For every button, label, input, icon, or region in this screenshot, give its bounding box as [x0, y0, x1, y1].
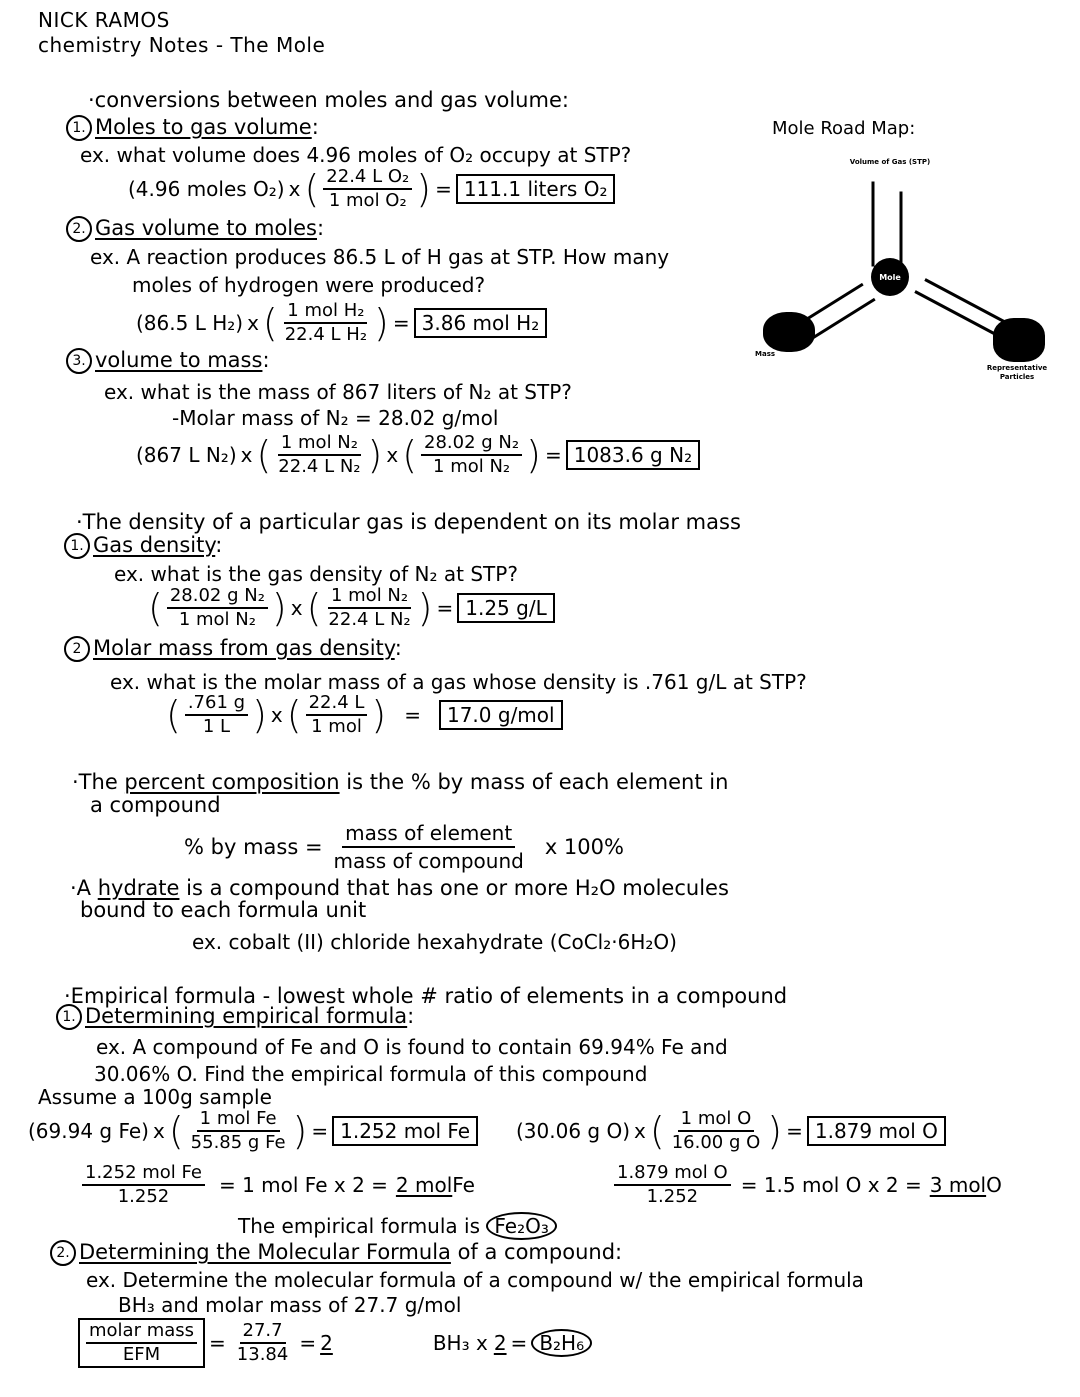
- node-particles: [993, 318, 1045, 362]
- heading-text: Gas density: [93, 533, 216, 557]
- numerator: 1 mol N₂: [278, 432, 361, 456]
- node-label-volume: Volume of Gas (STP): [849, 158, 931, 166]
- paren-close: ): [252, 693, 267, 737]
- hydrate-example: ex. cobalt (II) chloride hexahydrate (CoCl₂·6H₂O): [192, 930, 677, 954]
- boxed-answer: 1.25 g/L: [457, 593, 554, 623]
- colon: :: [311, 115, 319, 139]
- numerator: 1 mol O: [678, 1108, 755, 1132]
- ratio-fraction: [82, 1162, 205, 1208]
- paren-open: (: [306, 586, 322, 630]
- arrow-volume-to-mole: [872, 182, 875, 267]
- colon: :: [215, 533, 223, 557]
- percent-composition-line2: a compound: [90, 793, 221, 817]
- molar-mass-density-heading: [64, 636, 402, 662]
- equals-sign: =: [404, 703, 421, 727]
- conversion-factor: [669, 1108, 764, 1154]
- step-number-icon: 1.: [66, 115, 92, 141]
- denominator: 16.00 g O: [671, 1132, 761, 1153]
- denominator: 22.4 L N₂: [278, 456, 361, 477]
- equals-sign: =: [786, 1119, 803, 1143]
- boxed-answer: 3.86 mol H₂: [414, 308, 548, 338]
- equals-sign: =: [544, 443, 562, 467]
- assumption: Assume a 100g sample: [38, 1085, 272, 1109]
- factor: 2: [493, 1331, 507, 1355]
- denominator: 1 mol N₂: [433, 456, 511, 477]
- equals-sign: =: [436, 596, 454, 620]
- example-question-line1: ex. A compound of Fe and O is found to contain 69.94% Fe and: [96, 1035, 728, 1059]
- times-sign: x: [153, 1119, 165, 1143]
- circled-result: B₂H₆: [531, 1329, 592, 1357]
- author-name: NICK RAMOS: [38, 8, 170, 32]
- percent-formula: [184, 820, 624, 874]
- calculation: [136, 432, 700, 478]
- boxed-answer: 17.0 g/mol: [439, 700, 563, 730]
- paren-close: ): [417, 586, 433, 630]
- percent-composition-definition: [72, 770, 728, 794]
- formula-rhs: x 100%: [544, 835, 624, 859]
- paren-open: (: [304, 167, 320, 211]
- numerator: molar mass: [86, 1320, 197, 1344]
- heading-text: Determining empirical formula: [85, 1004, 408, 1028]
- given-value: (86.5 L H₂): [136, 311, 244, 335]
- numerator: 1 mol N₂: [328, 585, 411, 609]
- mole-road-map-diagram: [755, 150, 1065, 400]
- step-number-icon: 2.: [50, 1240, 76, 1266]
- denominator: 1 mol: [311, 716, 362, 737]
- conversion-factor: [306, 692, 368, 738]
- empirical-conclusion: [238, 1212, 557, 1240]
- paren-open: (: [256, 433, 272, 477]
- times-sign: x: [290, 596, 303, 620]
- node-label-mass: Mass: [755, 350, 776, 358]
- paren-close: ): [367, 433, 383, 477]
- numerator: 22.4 L: [306, 692, 368, 716]
- denominator: 22.4 L N₂: [328, 609, 411, 630]
- example-question: ex. what is the mass of 867 liters of N₂ at STP?: [104, 380, 572, 404]
- heading-text: Molar mass from gas density: [93, 636, 395, 660]
- given-value: (4.96 moles O₂): [128, 177, 285, 201]
- denominator: 1 mol N₂: [178, 609, 256, 630]
- formula-lhs: % by mass =: [184, 835, 323, 859]
- unit: O: [986, 1173, 1002, 1197]
- heading-tail: of a compound:: [450, 1240, 623, 1264]
- text: ·A: [70, 876, 98, 900]
- denominator: 1.252: [117, 1186, 170, 1207]
- conversion-factor: [188, 1108, 289, 1154]
- boxed-answer: 111.1 liters O₂: [456, 174, 616, 204]
- example-question-line2: BH₃ and molar mass of 27.7 g/mol: [118, 1293, 462, 1317]
- calc-fraction: [234, 1320, 292, 1366]
- step-number-icon: 3.: [66, 348, 92, 374]
- ratio-result: 3 mol: [929, 1173, 987, 1197]
- factor: 2: [320, 1331, 333, 1355]
- paren-close: ): [767, 1109, 783, 1153]
- paren-open: (: [168, 1109, 184, 1153]
- given-value: (867 L N₂): [136, 443, 237, 467]
- empirical-bullet: ·Empirical formula - lowest whole # ratio of elements in a compound: [64, 984, 788, 1008]
- conclusion-text: The empirical formula is: [238, 1214, 480, 1238]
- step-number-icon: 2.: [66, 216, 92, 242]
- conversion-factor: [323, 166, 412, 212]
- fe-moles-calculation: [28, 1108, 478, 1154]
- numerator: 22.4 L O₂: [323, 166, 412, 190]
- numerator: 28.02 g N₂: [421, 432, 522, 456]
- paren-open: (: [166, 693, 181, 737]
- conversion-factor: [421, 432, 522, 478]
- colon: :: [317, 216, 325, 240]
- o-ratio-calculation: [610, 1162, 1002, 1208]
- hydrate-line2: bound to each formula unit: [80, 898, 367, 922]
- equals-sign: =: [311, 1119, 329, 1143]
- times-sign: x: [288, 177, 301, 201]
- given-value: (69.94 g Fe): [28, 1119, 149, 1143]
- equals-sign: =: [392, 311, 410, 335]
- example-question-line1: ex. Determine the molecular formula of a compound w/ the empirical formula: [86, 1268, 864, 1292]
- density-bullet: ·The density of a particular gas is dependent on its molar mass: [76, 510, 741, 534]
- hydrate-definition: [70, 876, 729, 900]
- example-question-line2: moles of hydrogen were produced?: [132, 273, 486, 297]
- step-number-icon: 1.: [64, 533, 90, 559]
- heading-text: volume to mass: [95, 348, 263, 372]
- step-number-icon: 1.: [56, 1004, 82, 1030]
- example-question: ex. what is the molar mass of a gas whose density is .761 g/L at STP?: [110, 670, 807, 694]
- colon: :: [394, 636, 402, 660]
- example-question: ex. what is the gas density of N₂ at STP?: [114, 562, 518, 586]
- denominator: 22.4 L H₂: [284, 324, 368, 345]
- numerator: 1.252 mol Fe: [82, 1162, 205, 1186]
- numerator: 27.7: [240, 1320, 286, 1344]
- heading-text: Moles to gas volume: [95, 115, 312, 139]
- ratio-text: = 1 mol Fe x 2 =: [218, 1173, 388, 1197]
- given-value: (30.06 g O): [516, 1119, 631, 1143]
- road-map-title: Mole Road Map:: [772, 118, 916, 139]
- denominator: 55.85 g Fe: [190, 1132, 286, 1153]
- denominator: mass of compound: [333, 849, 524, 873]
- numerator: 28.02 g N₂: [167, 585, 268, 609]
- conversion-factor: [282, 300, 370, 346]
- example-question: ex. what volume does 4.96 moles of O₂ occupy at STP?: [80, 143, 632, 167]
- paren-close: ): [371, 693, 387, 737]
- equals-sign: =: [299, 1331, 317, 1355]
- paren-open: (: [148, 586, 163, 630]
- colon: :: [262, 348, 270, 372]
- numerator: .761 g: [185, 692, 248, 716]
- example-question-line2: 30.06% O. Find the empirical formula of this compound: [94, 1062, 648, 1086]
- calculation: [148, 585, 555, 631]
- determining-empirical-heading: [56, 1004, 414, 1030]
- conversion-factor: [275, 432, 363, 478]
- times-sign: x: [386, 443, 399, 467]
- node-mass: [763, 312, 815, 352]
- step-number-icon: 2: [64, 636, 90, 662]
- circled-result: Fe₂O₃: [486, 1212, 557, 1240]
- equals-sign: =: [209, 1331, 226, 1355]
- numerator: 1 mol Fe: [197, 1108, 280, 1132]
- example-question-line1: ex. A reaction produces 86.5 L of H gas at STP. How many: [90, 245, 670, 269]
- denominator: 1.252: [646, 1186, 699, 1207]
- calculation: [136, 300, 547, 346]
- o-moles-calculation: [516, 1108, 946, 1154]
- times-sign: x: [240, 443, 253, 467]
- times-sign: x: [247, 311, 259, 335]
- gas-volume-bullet: ·conversions between moles and gas volume:: [88, 88, 569, 112]
- arrow-mole-mass: [806, 298, 875, 343]
- times-sign: x: [270, 703, 283, 727]
- colon: :: [407, 1004, 415, 1028]
- denominator: 1 mol O₂: [328, 190, 407, 211]
- numerator: mass of element: [342, 820, 515, 848]
- conversion-factor: [325, 585, 413, 631]
- times-sign: x: [634, 1119, 646, 1143]
- paren-open: (: [262, 301, 278, 345]
- volume-to-mass-heading: [66, 348, 270, 374]
- boxed-answer: 1.879 mol O: [807, 1116, 946, 1146]
- gas-density-heading: [64, 533, 222, 559]
- calculation: [128, 166, 615, 212]
- term: percent composition: [124, 770, 340, 794]
- node-label-particles: Representative Particles: [986, 364, 1048, 381]
- boxed-ratio: [78, 1318, 205, 1368]
- heading-text: Determining the Molecular Formula: [79, 1240, 451, 1264]
- boxed-answer: 1.252 mol Fe: [332, 1116, 478, 1146]
- ratio-fraction: [614, 1162, 731, 1208]
- molecular-formula-heading: [50, 1240, 622, 1266]
- text: is the % by mass of each element in: [339, 770, 729, 794]
- molecular-formula-calculation: [78, 1318, 592, 1368]
- denominator: EFM: [122, 1344, 161, 1365]
- conversion-factor: [167, 585, 268, 631]
- arrow-mole-to-volume: [900, 192, 903, 267]
- moles-to-gas-heading: [66, 115, 319, 141]
- paren-open: (: [649, 1109, 665, 1153]
- multiplication-text: BH₃ x: [432, 1331, 488, 1355]
- conversion-factor: [185, 692, 248, 738]
- page-title: chemistry Notes - The Mole: [38, 33, 326, 57]
- term: hydrate: [97, 876, 180, 900]
- gas-to-moles-heading: [66, 216, 324, 242]
- unit: Fe: [452, 1173, 475, 1197]
- paren-open: (: [402, 433, 418, 477]
- paren-close: ): [416, 167, 432, 211]
- equals-sign: =: [510, 1331, 528, 1355]
- heading-text: Gas volume to moles: [95, 216, 317, 240]
- paren-close: ): [374, 301, 389, 345]
- denominator: 13.84: [236, 1344, 289, 1365]
- boxed-answer: 1083.6 g N₂: [566, 440, 700, 470]
- calculation: [166, 692, 563, 738]
- denominator: 1 L: [202, 716, 231, 737]
- numerator: 1 mol H₂: [284, 300, 367, 324]
- paren-close: ): [526, 433, 541, 477]
- text: ·The: [72, 770, 125, 794]
- molar-mass-note: -Molar mass of N₂ = 28.02 g/mol: [172, 406, 499, 430]
- formula-fraction: [331, 820, 527, 874]
- paren-open: (: [286, 693, 302, 737]
- ratio-text: = 1.5 mol O x 2 =: [740, 1173, 922, 1197]
- numerator: 1.879 mol O: [614, 1162, 731, 1186]
- ratio-result: 2 mol: [395, 1173, 453, 1197]
- fe-ratio-calculation: [78, 1162, 475, 1208]
- node-mole: Mole: [871, 258, 909, 296]
- paren-close: ): [292, 1109, 308, 1153]
- equals-sign: =: [435, 177, 452, 201]
- text: is a compound that has one or more H₂O molecules: [179, 876, 729, 900]
- paren-close: ): [271, 586, 287, 630]
